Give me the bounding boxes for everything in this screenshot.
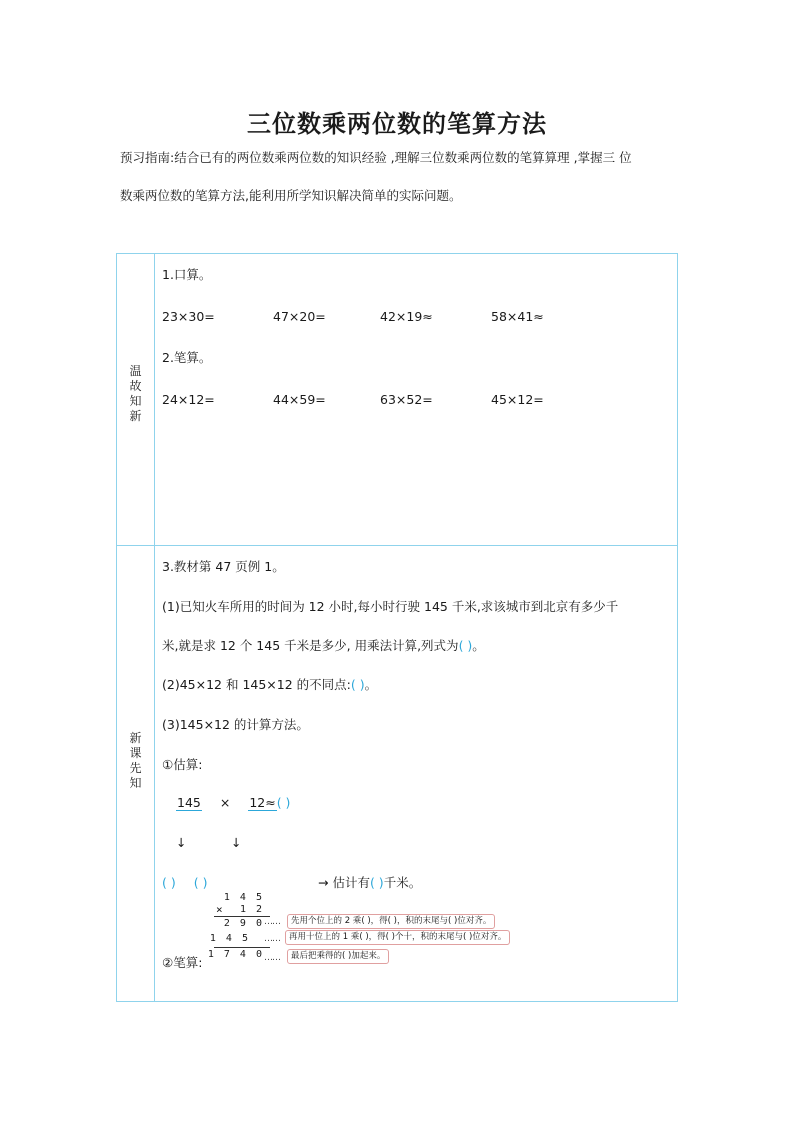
partial-product-1: 2 9 0	[223, 918, 264, 929]
side-char: 先	[129, 761, 142, 775]
q3-part2-text: (2)45×12 和 145×12 的不同点:	[162, 677, 351, 692]
estimate-label: ①估算:	[162, 757, 203, 772]
step-note-3: 最后把乘得的( )加起来。	[287, 949, 389, 964]
worksheet-table	[116, 253, 678, 1002]
section-label-preview	[117, 731, 154, 791]
arrow-down-icon: ↓	[176, 835, 187, 850]
q1-item: 47×20=	[273, 309, 326, 324]
multiplier: 1 2	[239, 904, 264, 915]
side-char: 温	[129, 364, 142, 378]
partial-product-2: 1 4 5	[209, 933, 250, 944]
q3-part1-text: 米,就是求 12 个 145 千米是多少, 用乘法计算,列式为	[162, 638, 459, 653]
q3-part1-line1: (1)已知火车所用的时间为 12 小时,每小时行驶 145 千米,求该城市到北京有多少千	[162, 599, 619, 614]
answer-blank[interactable]: ( )	[369, 875, 384, 890]
q2-item: 45×12=	[491, 392, 544, 407]
q3-part2: (2)45×12 和 145×12 的不同点:( )。	[162, 677, 378, 692]
step-note-2: 再用十位上的 1 乘( )，得( )个十，积的末尾与( )位对齐。	[285, 930, 510, 945]
side-char: 故	[129, 379, 142, 393]
estimate-factor-b: 12≈	[249, 795, 276, 810]
multiplicand: 1 4 5	[223, 892, 264, 903]
q1-item: 23×30=	[162, 309, 215, 324]
leader-dots: ……	[264, 917, 280, 927]
q2-item: 24×12=	[162, 392, 215, 407]
row-divider	[117, 545, 677, 546]
answer-blank[interactable]: ( )	[193, 875, 208, 890]
arrow-down-icon: ↓	[231, 835, 242, 850]
answer-blank[interactable]: ( )	[458, 638, 473, 653]
step-note-1: 先用个位上的 2 乘( )，得( )，积的末尾与( )位对齐。	[287, 914, 495, 929]
unit-text: 千米。	[383, 875, 422, 890]
q2-title: 2.笔算。	[162, 350, 212, 365]
q3-part1-line2: 米,就是求 12 个 145 千米是多少, 用乘法计算,列式为( )。	[162, 638, 485, 653]
answer-blank[interactable]: ( )	[276, 795, 291, 810]
q2-item: 44×59=	[273, 392, 326, 407]
estimate-factor-a: 145	[177, 795, 201, 810]
intro-line-2: 数乘两位数的笔算方法,能利用所学知识解决简单的实际问题。	[120, 188, 462, 203]
page-title: 三位数乘两位数的笔算方法	[247, 110, 547, 138]
side-char: 新	[129, 731, 142, 745]
q3-title: 3.教材第 47 页例 1。	[162, 559, 285, 574]
estimate-conclusion	[318, 875, 421, 891]
intro-line-1: 预习指南:结合已有的两位数乘两位数的知识经验 ,理解三位数乘两位数的笔算算理 ,掌握三 位	[120, 150, 632, 165]
q2-item: 63×52=	[380, 392, 433, 407]
q1-title: 1.口算。	[162, 267, 212, 282]
side-char: 知	[129, 394, 142, 408]
q1-item: 42×19≈	[380, 309, 433, 324]
estimate-results	[162, 875, 207, 891]
total-product: 1 7 4 0	[207, 949, 264, 960]
estimate-text: → 估计有	[318, 875, 370, 890]
times-sign: ×	[219, 795, 231, 810]
times-sign: ×	[216, 903, 223, 916]
column-divider	[154, 254, 155, 1001]
answer-blank[interactable]: ( )	[162, 875, 176, 890]
calc-line	[214, 916, 270, 917]
answer-blank[interactable]: ( )	[350, 677, 365, 692]
leader-dots: ……	[264, 953, 280, 963]
side-char: 课	[129, 746, 142, 760]
q1-item: 58×41≈	[491, 309, 544, 324]
side-char: 新	[129, 409, 142, 423]
calc-line	[214, 947, 270, 948]
section-label-review	[117, 364, 154, 424]
written-label: ②笔算:	[162, 955, 203, 970]
q3-part3: (3)145×12 的计算方法。	[162, 717, 309, 732]
side-char: 知	[129, 776, 142, 790]
estimate-expression	[176, 795, 290, 811]
leader-dots: ……	[264, 934, 280, 944]
